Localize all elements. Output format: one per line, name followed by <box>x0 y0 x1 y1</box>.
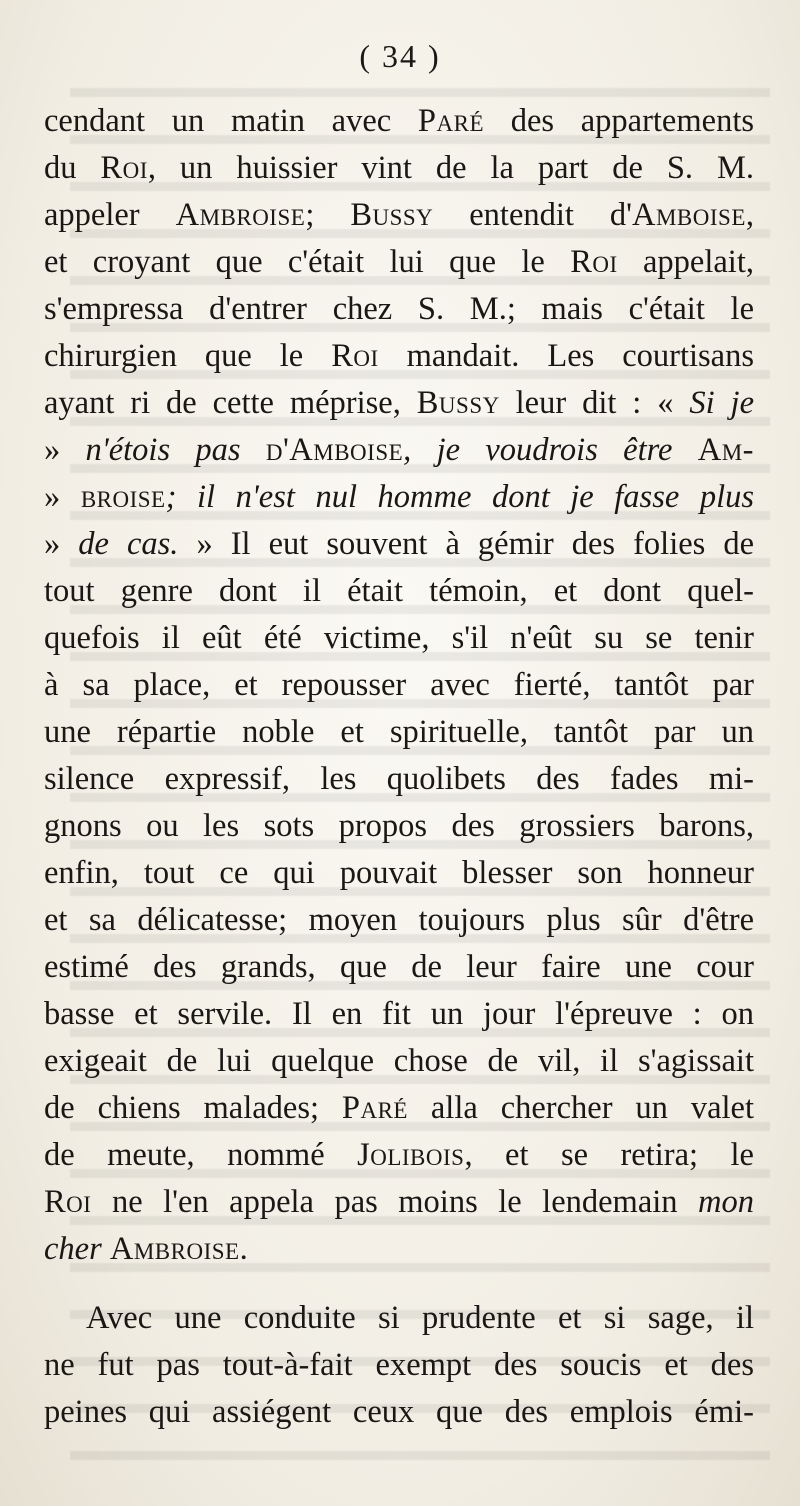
page-number: ( 34 ) <box>359 38 441 74</box>
name-ambroise: Ambroise <box>175 197 306 233</box>
name-bussy: Bussy <box>416 385 500 421</box>
text-line-6: chirurgien que le Roi mandait. Les courtisans <box>44 338 754 374</box>
text-line-15: silence expressif, les quolibets des fades mi- <box>44 761 754 797</box>
text-line-1: cendant un matin avec Paré des appartements <box>44 103 754 139</box>
text-line-14: une répartie noble et spirituelle, tantôt par un <box>44 714 754 750</box>
name-pare: Paré <box>341 1090 408 1126</box>
text-line-12: quefois il eût été victime, s'il n'eût su se tenir <box>44 620 754 656</box>
text-line-13: à sa place, et repousser avec fierté, tantôt par <box>44 667 754 703</box>
name-roi: Roi <box>100 150 148 186</box>
text-line-10: » de cas. » Il eut souvent à gémir des folies de <box>44 526 755 562</box>
text-line-19: estimé des grands, que de leur faire une cour <box>44 949 754 985</box>
name-amboise: d'Amboise <box>265 432 404 468</box>
name-ambroise: Ambroise <box>109 1231 240 1267</box>
text-line-23: de meute, nommé Jolibois, et se retira; le <box>44 1137 754 1173</box>
text-line-2: du Roi, un huissier vint de la part de S. M. <box>44 150 754 186</box>
text-line-21: exigeait de lui quelque chose de vil, il s'agissait <box>44 1043 754 1079</box>
text-line-25: cher Ambroise. <box>44 1231 248 1267</box>
text-line-11: tout genre dont il était témoin, et dont quel- <box>44 573 754 609</box>
text-line-4: et croyant que c'était lui que le Roi appelait, <box>44 244 754 280</box>
name-roi: Roi <box>331 338 379 374</box>
text-line-18: et sa délicatesse; moyen toujours plus sûr d'être <box>44 902 754 938</box>
text-line-28: peines qui assiégent ceux que des emplois émi- <box>44 1394 754 1430</box>
text-line-22: de chiens malades; Paré alla chercher un valet <box>44 1090 754 1126</box>
name-roi: Roi <box>44 1184 92 1220</box>
body-text <box>44 98 754 1436</box>
text-line-24: Roi ne l'en appela pas moins le lendemain mon <box>44 1184 754 1220</box>
text-line-5: s'empressa d'entrer chez S. M.; mais c'était le <box>44 291 754 327</box>
name-jolibois: Jolibois <box>357 1137 465 1173</box>
text-line-16: gnons ou les sots propos des grossiers barons, <box>44 808 754 844</box>
text-line-8: » n'étois pas d'Amboise, je voudrois être Am- <box>44 432 754 468</box>
name-pare: Paré <box>417 103 484 139</box>
text-line-20: basse et servile. Il en fit un jour l'épreuve : on <box>44 996 754 1032</box>
text-line-9: » broise; il n'est nul homme dont je fasse plus <box>44 479 755 515</box>
name-roi: Roi <box>570 244 618 280</box>
paragraph-gap <box>44 1273 754 1295</box>
text-line-27: ne fut pas tout-à-fait exempt des soucis et des <box>44 1347 754 1383</box>
name-bussy: Bussy <box>350 197 434 233</box>
name-amboise: Amboise <box>632 197 746 233</box>
text-line-26: Avec une conduite si prudente et si sage, il <box>86 1300 754 1336</box>
text-line-17: enfin, tout ce qui pouvait blesser son honneur <box>44 855 754 891</box>
text-line-7: ayant ri de cette méprise, Bussy leur dit : « Si je <box>44 385 754 421</box>
text-line-3: appeler Ambroise; Bussy entendit d'Amboise, <box>44 197 755 233</box>
